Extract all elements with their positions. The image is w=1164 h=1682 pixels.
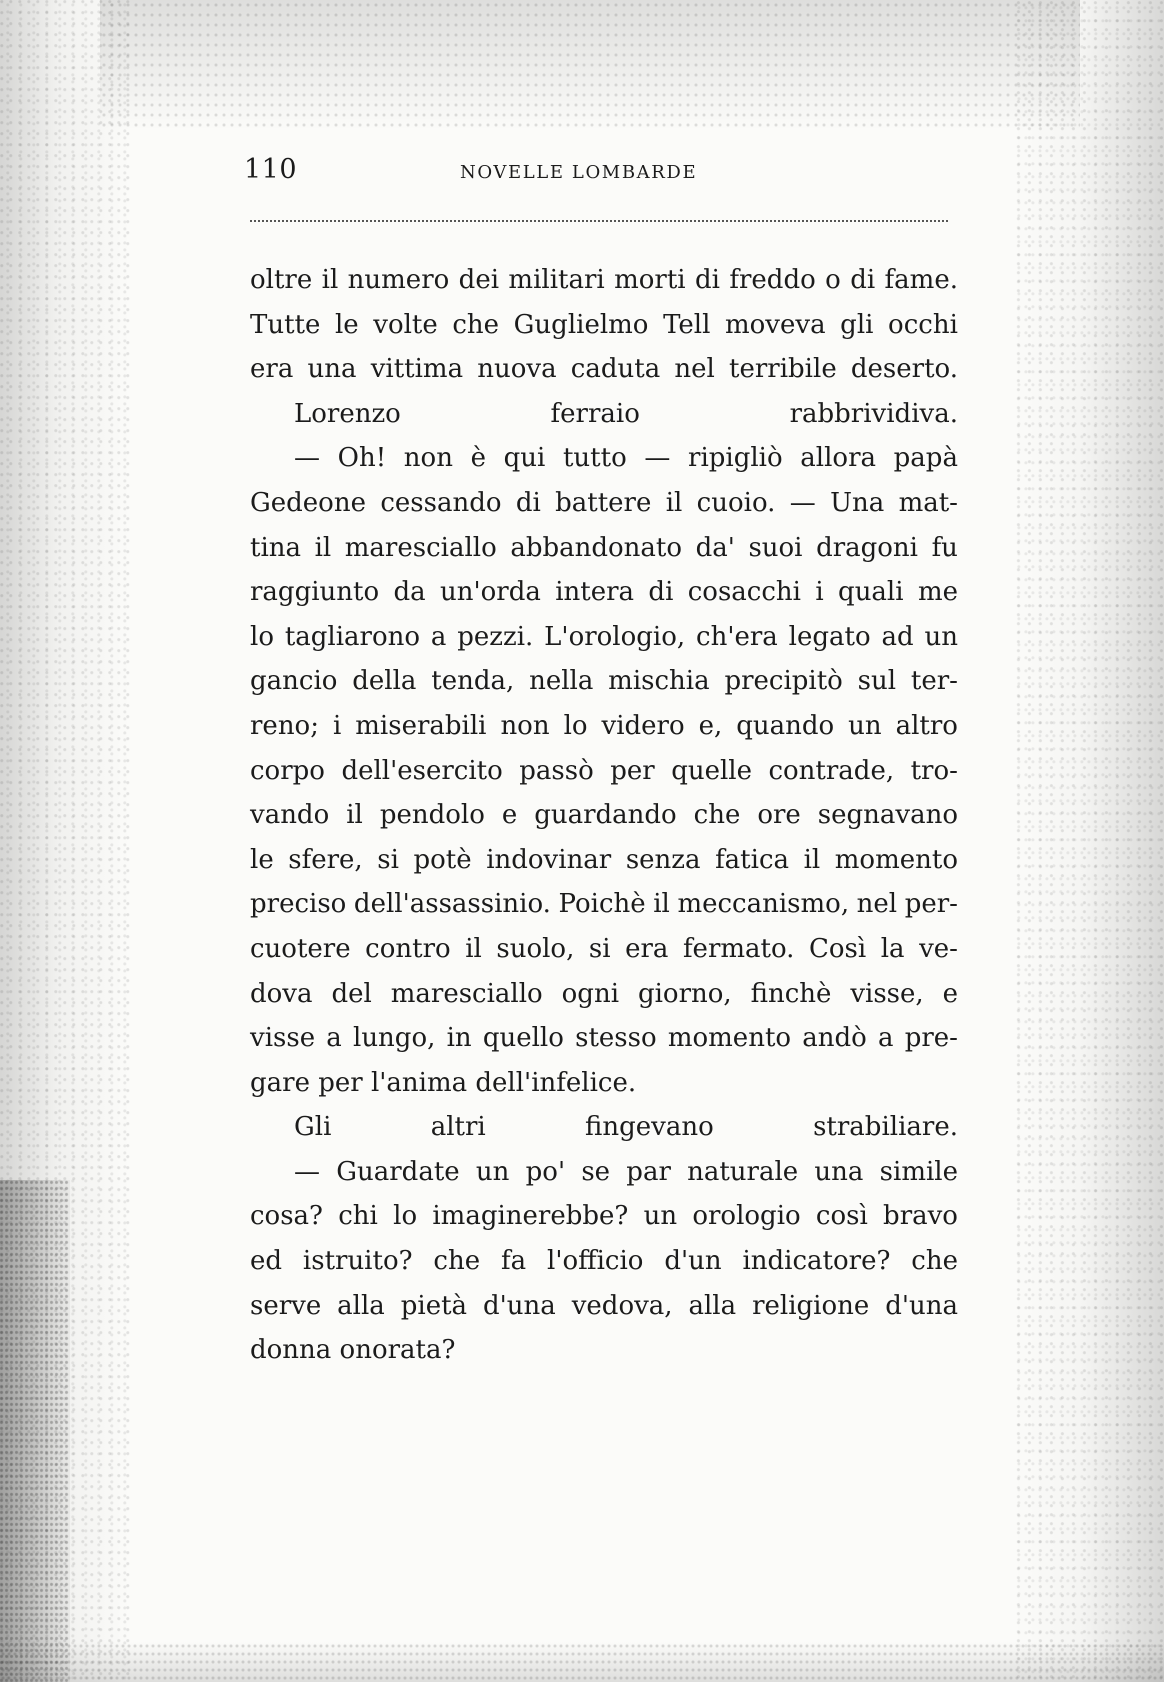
word: alla bbox=[688, 1290, 737, 1321]
text-line bbox=[250, 570, 958, 615]
word: corpo bbox=[250, 755, 325, 786]
word: par bbox=[626, 1156, 671, 1187]
word: un bbox=[848, 710, 882, 741]
word: — bbox=[789, 487, 816, 518]
text-line bbox=[250, 793, 958, 838]
word: a bbox=[326, 1023, 342, 1054]
word: fatica bbox=[715, 844, 790, 875]
word: per bbox=[610, 755, 655, 786]
word: pezzi. bbox=[457, 621, 534, 652]
word: guardando bbox=[534, 800, 677, 831]
word: fa bbox=[501, 1246, 527, 1277]
word: fermato. bbox=[682, 933, 795, 964]
word: gli bbox=[840, 309, 874, 340]
word: militari bbox=[508, 265, 605, 295]
word: o bbox=[825, 265, 841, 295]
word: pre- bbox=[904, 1023, 958, 1054]
text-line bbox=[250, 704, 958, 749]
word: pendolo bbox=[379, 800, 485, 831]
word: se bbox=[581, 1156, 611, 1187]
word: abbandonato bbox=[510, 532, 683, 563]
word: ferraio bbox=[550, 398, 640, 429]
word: giorno, bbox=[637, 978, 732, 1009]
word: lo bbox=[393, 1201, 418, 1232]
word: ogni bbox=[561, 978, 620, 1009]
word: stesso bbox=[575, 1023, 657, 1054]
word: così bbox=[815, 1201, 868, 1232]
word: terribile bbox=[729, 354, 837, 385]
word: fu bbox=[931, 532, 958, 563]
word: nel bbox=[674, 354, 715, 385]
text-line bbox=[250, 615, 958, 660]
word: intera bbox=[555, 577, 635, 608]
text-line: gare per l'anima dell'infelice. bbox=[250, 1067, 637, 1098]
word: il bbox=[465, 933, 482, 964]
word: senza bbox=[625, 844, 701, 875]
word: religione bbox=[752, 1290, 870, 1321]
word: orologio bbox=[692, 1201, 801, 1232]
word: indovinar bbox=[486, 844, 612, 875]
word: ch'era bbox=[696, 621, 778, 652]
text-line bbox=[250, 303, 958, 348]
word: il bbox=[803, 844, 821, 875]
word: sfere, bbox=[288, 844, 363, 875]
word: strabiliare. bbox=[813, 1112, 958, 1143]
word: il bbox=[653, 889, 670, 920]
word: dei bbox=[458, 265, 500, 295]
word: della bbox=[352, 666, 417, 697]
word: chi bbox=[338, 1201, 378, 1232]
word: il bbox=[314, 532, 332, 563]
word: visse bbox=[250, 1023, 316, 1054]
word: reno; bbox=[250, 710, 319, 741]
word: cosacchi bbox=[687, 577, 801, 608]
word: da' bbox=[695, 532, 735, 563]
text-line bbox=[250, 882, 958, 927]
word: nuova bbox=[477, 354, 557, 385]
word: altri bbox=[430, 1112, 486, 1143]
word: istruito? bbox=[302, 1246, 413, 1277]
word: alla bbox=[337, 1290, 385, 1321]
word: ripigliò bbox=[688, 443, 783, 474]
word: meccanismo, bbox=[677, 889, 850, 920]
word: d'una bbox=[885, 1290, 958, 1321]
word: di bbox=[648, 577, 674, 608]
word: era bbox=[250, 354, 294, 385]
word: una bbox=[814, 1156, 864, 1187]
word: l'officio bbox=[547, 1246, 644, 1277]
word: morti bbox=[614, 265, 686, 295]
word: Poichè bbox=[558, 889, 646, 920]
word: ve- bbox=[919, 933, 958, 964]
word: tina bbox=[250, 532, 302, 563]
word: è bbox=[470, 443, 486, 474]
word: finchè bbox=[750, 978, 832, 1009]
word: imaginerebbe? bbox=[432, 1201, 629, 1232]
running-title: NOVELLE LOMBARDE bbox=[460, 162, 698, 183]
word: fame. bbox=[884, 265, 958, 295]
word: qui bbox=[503, 443, 546, 474]
word: potè bbox=[413, 844, 472, 875]
word: andò bbox=[802, 1023, 867, 1054]
word: Tell bbox=[663, 309, 711, 340]
word: serve bbox=[250, 1290, 322, 1321]
word: contrade, bbox=[768, 755, 895, 786]
word: d'una bbox=[482, 1290, 556, 1321]
word: dell'assassinio. bbox=[353, 889, 551, 920]
word: vando bbox=[250, 800, 330, 831]
text-line bbox=[250, 347, 958, 392]
word: si bbox=[588, 933, 611, 964]
word: di bbox=[695, 265, 720, 295]
word: po' bbox=[525, 1156, 566, 1187]
text-line bbox=[250, 436, 958, 481]
word: tenda, bbox=[431, 666, 515, 697]
word: indicatore? bbox=[742, 1246, 891, 1277]
word: visse, bbox=[850, 978, 924, 1009]
text-line bbox=[250, 1239, 958, 1284]
word: contro bbox=[365, 933, 451, 964]
word: dell'esercito bbox=[341, 755, 503, 786]
word: tro- bbox=[910, 755, 958, 786]
word: a bbox=[430, 621, 447, 652]
word: passò bbox=[519, 755, 594, 786]
word: Una bbox=[830, 487, 885, 518]
word: ter- bbox=[910, 666, 958, 697]
word: lo bbox=[250, 621, 274, 652]
word: — bbox=[644, 443, 671, 474]
word: di bbox=[850, 265, 876, 295]
word: lungo, bbox=[353, 1023, 436, 1054]
word: segnavano bbox=[817, 800, 958, 831]
word: le bbox=[334, 309, 359, 340]
word: volte bbox=[373, 309, 438, 340]
word: una bbox=[307, 354, 357, 385]
word: occhi bbox=[888, 309, 958, 340]
scan-edge-left-bottom bbox=[0, 1180, 70, 1682]
word: dova bbox=[250, 978, 313, 1009]
text-line bbox=[250, 392, 958, 437]
text-line bbox=[250, 927, 958, 972]
word: a bbox=[878, 1023, 894, 1054]
word: un bbox=[475, 1156, 510, 1187]
word: che bbox=[433, 1246, 481, 1277]
word: Guardate bbox=[336, 1156, 460, 1187]
text-line bbox=[250, 1194, 958, 1239]
text-line: donna onorata? bbox=[250, 1335, 456, 1366]
word: per- bbox=[904, 889, 958, 920]
word: in bbox=[446, 1023, 472, 1054]
word: raggiunto bbox=[250, 577, 380, 608]
word: da bbox=[393, 577, 426, 608]
word: suolo, bbox=[496, 933, 575, 964]
word: maresciallo bbox=[390, 978, 543, 1009]
word: Gli bbox=[294, 1112, 332, 1143]
word: moveva bbox=[725, 309, 826, 340]
word: precipitò bbox=[724, 666, 843, 697]
word: era bbox=[625, 933, 669, 964]
word: Tutte bbox=[250, 309, 321, 340]
word: numero bbox=[347, 265, 450, 295]
word: e bbox=[942, 978, 958, 1009]
scan-edge-right bbox=[1014, 0, 1164, 1682]
text-line bbox=[250, 972, 958, 1017]
word: ore bbox=[757, 800, 801, 831]
word: momento bbox=[834, 844, 958, 875]
word: e bbox=[501, 800, 518, 831]
word: battere bbox=[555, 487, 652, 518]
word: mischia bbox=[608, 666, 710, 697]
scan-edge-top bbox=[100, 0, 1080, 130]
word: suoi bbox=[748, 532, 803, 563]
text-line bbox=[250, 1016, 958, 1061]
word: Guglielmo bbox=[513, 309, 649, 340]
text-line bbox=[250, 481, 958, 526]
word: quando bbox=[736, 710, 835, 741]
word: del bbox=[331, 978, 372, 1009]
running-head bbox=[244, 150, 949, 194]
word: ad bbox=[881, 621, 914, 652]
word: tagliarono bbox=[284, 621, 421, 652]
word: miserabili bbox=[355, 710, 487, 741]
word: un bbox=[643, 1201, 678, 1232]
text-line bbox=[250, 1105, 958, 1150]
word: — bbox=[294, 443, 320, 474]
word: di bbox=[515, 487, 541, 518]
word: dragoni bbox=[816, 532, 918, 563]
word: d'un bbox=[664, 1246, 722, 1277]
word: mat- bbox=[898, 487, 958, 518]
word: videro bbox=[601, 710, 685, 741]
word: si bbox=[377, 844, 399, 875]
text-line bbox=[250, 749, 958, 794]
text-line bbox=[250, 526, 958, 571]
word: nella bbox=[529, 666, 594, 697]
word: rabbrividiva. bbox=[789, 398, 958, 429]
word: oltre bbox=[250, 265, 313, 295]
word: cuoio. bbox=[696, 487, 776, 518]
text-line bbox=[250, 659, 958, 704]
word: che bbox=[911, 1246, 958, 1277]
word: sul bbox=[857, 666, 897, 697]
word: i bbox=[815, 577, 824, 608]
word: vedova, bbox=[571, 1290, 673, 1321]
word: bravo bbox=[883, 1201, 958, 1232]
word: i bbox=[332, 710, 342, 741]
word: — bbox=[294, 1156, 320, 1187]
word: ed bbox=[250, 1246, 283, 1277]
word: Lorenzo bbox=[294, 398, 401, 429]
word: simile bbox=[879, 1156, 958, 1187]
word: altro bbox=[895, 710, 958, 741]
word: cessando bbox=[380, 487, 502, 518]
word: pietà bbox=[400, 1290, 468, 1321]
word: la bbox=[880, 933, 905, 964]
page-number: 110 bbox=[244, 154, 298, 185]
word: un bbox=[924, 621, 958, 652]
word: vittima bbox=[370, 354, 464, 385]
word: me bbox=[917, 577, 958, 608]
word: legato bbox=[788, 621, 871, 652]
word: caduta bbox=[570, 354, 661, 385]
word: tutto bbox=[562, 443, 627, 474]
word: il bbox=[665, 487, 683, 518]
text-line bbox=[250, 258, 958, 303]
word: maresciallo bbox=[344, 532, 497, 563]
word: preciso bbox=[250, 889, 347, 920]
word: nel bbox=[856, 889, 898, 920]
word: quali bbox=[838, 577, 904, 608]
word: e, bbox=[698, 710, 723, 741]
word: le bbox=[250, 844, 274, 875]
word: momento bbox=[667, 1023, 792, 1054]
word: non bbox=[500, 710, 550, 741]
word: un'orda bbox=[440, 577, 541, 608]
header-rule bbox=[250, 220, 948, 222]
word: Gedeone bbox=[250, 487, 366, 518]
word: lo bbox=[563, 710, 588, 741]
word: allora bbox=[800, 443, 877, 474]
word: che bbox=[693, 800, 741, 831]
word: quello bbox=[482, 1023, 564, 1054]
word: L'orologio, bbox=[544, 621, 686, 652]
word: il bbox=[321, 265, 339, 295]
text-line bbox=[250, 1150, 958, 1195]
word: Oh! bbox=[337, 443, 387, 474]
word: cosa? bbox=[250, 1201, 323, 1232]
word: freddo bbox=[729, 265, 816, 295]
word: naturale bbox=[687, 1156, 799, 1187]
text-line bbox=[250, 838, 958, 883]
word: cuotere bbox=[250, 933, 351, 964]
word: il bbox=[346, 800, 363, 831]
word: Così bbox=[808, 933, 867, 964]
word: fingevano bbox=[585, 1112, 714, 1143]
word: quelle bbox=[671, 755, 752, 786]
word: non bbox=[403, 443, 453, 474]
text-line bbox=[250, 1284, 958, 1329]
word: che bbox=[452, 309, 500, 340]
scan-edge-bottom bbox=[0, 1642, 1164, 1682]
word: deserto. bbox=[850, 354, 958, 385]
word: papà bbox=[893, 443, 958, 474]
body-text bbox=[250, 258, 958, 1373]
word: gancio bbox=[250, 666, 338, 697]
